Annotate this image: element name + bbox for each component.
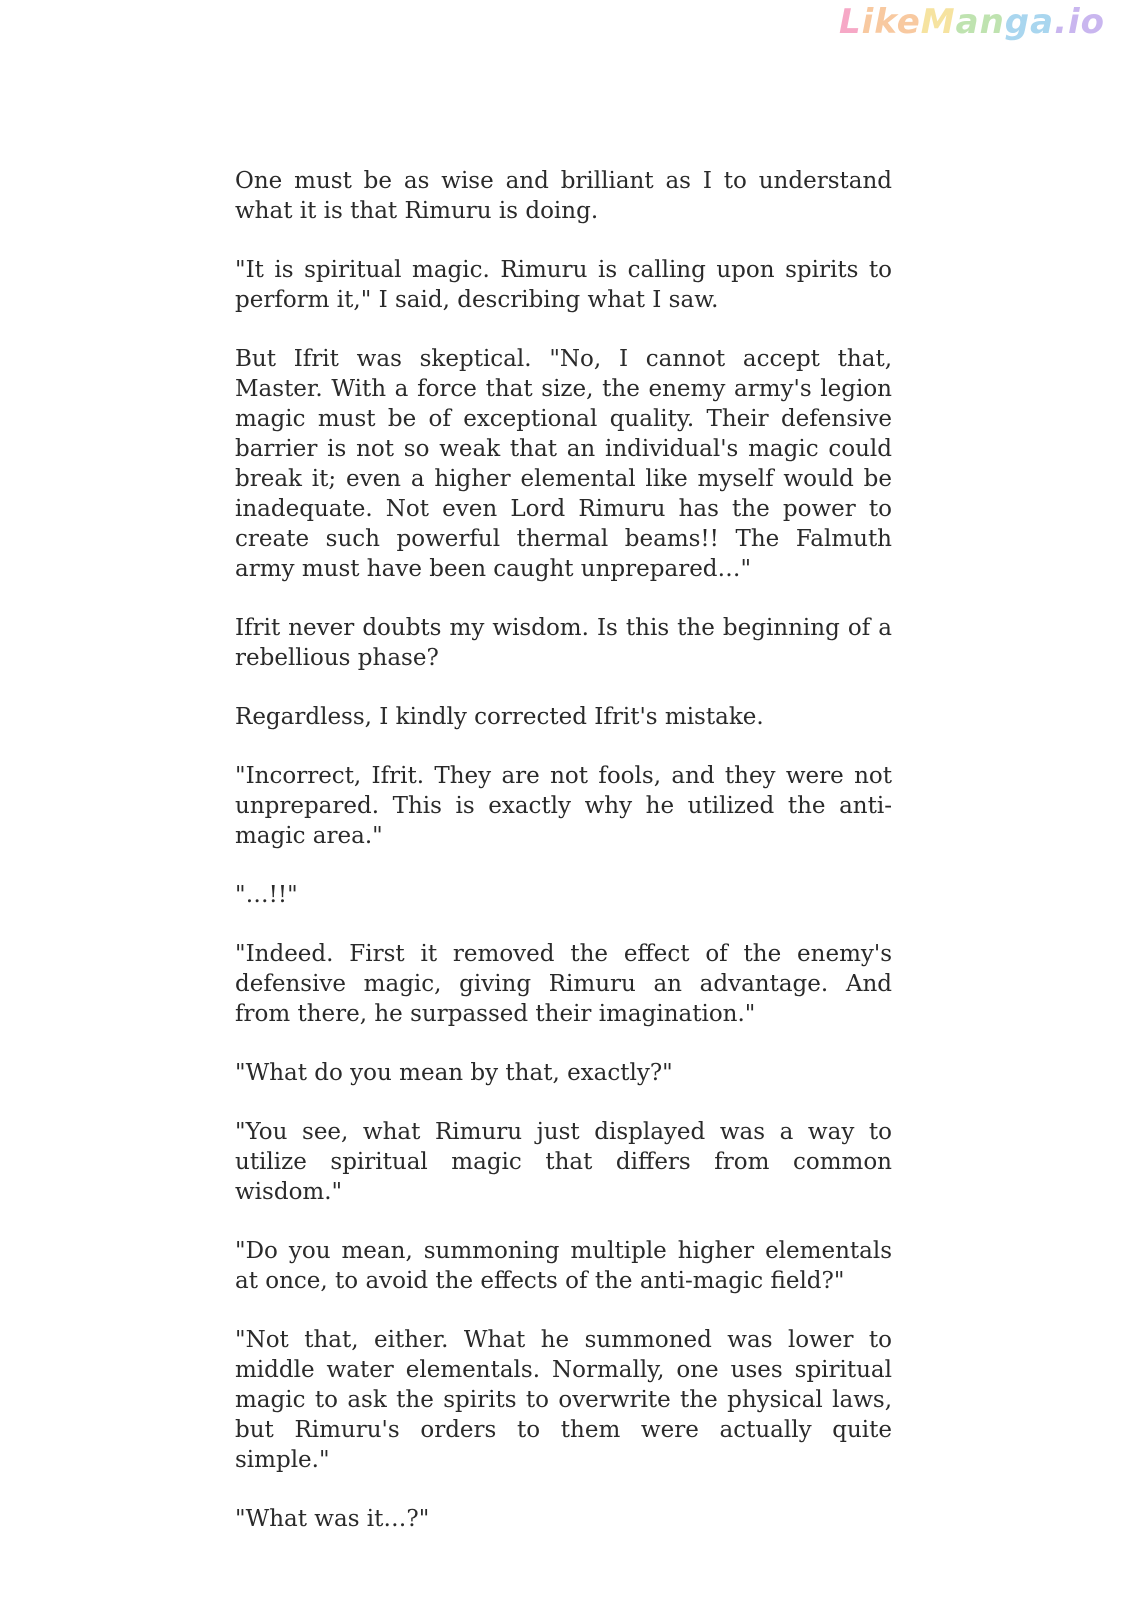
paragraph: One must be as wise and brilliant as I to understand what it is that Rimuru is doing.: [235, 168, 892, 224]
paragraph: "What do you mean by that, exactly?": [235, 1060, 673, 1086]
paragraph: "Incorrect, Ifrit. They are not fools, and they were not unprepared. This is exactly why he utilized the anti-magic area.": [235, 763, 892, 849]
paragraph: Regardless, I kindly corrected Ifrit's mistake.: [235, 704, 764, 730]
paragraph: "Indeed. First it removed the effect of the enemy's defensive magic, giving Rimuru an advantage. And from there, he surpassed their imagination.": [235, 941, 892, 1027]
site-watermark-logo: LikeManga.io: [838, 2, 1105, 42]
paragraph: But Ifrit was skeptical. "No, I cannot accept that, Master. With a force that size, the enemy army's legion magic must be of exceptional quality. Their defensive barrier is not so weak that an individual's magic could break it; even a higher elemental like myself would be inadequate. Not even Lord Rimuru has the power to create such powerful thermal beams!! The Falmuth army must have been caught unprepared…": [235, 346, 892, 582]
paragraph: "Not that, either. What he summoned was lower to middle water elementals. Normally, one uses spiritual magic to ask the spirits to overwrite the physical laws, but Rimuru's orders to them were actually quite simple.": [235, 1327, 892, 1473]
paragraph: "What was it…?": [235, 1506, 430, 1532]
paragraph: "Do you mean, summoning multiple higher elementals at once, to avoid the effects of the anti-magic field?": [235, 1238, 892, 1294]
paragraph: "…!!": [235, 882, 298, 908]
paragraph: "It is spiritual magic. Rimuru is calling upon spirits to perform it," I said, describing what I saw.: [235, 257, 892, 313]
paragraph: Ifrit never doubts my wisdom. Is this the beginning of a rebellious phase?: [235, 615, 892, 671]
paragraph: "You see, what Rimuru just displayed was a way to utilize spiritual magic that differs from common wisdom.": [235, 1119, 892, 1205]
page-body-text: [235, 166, 892, 1563]
